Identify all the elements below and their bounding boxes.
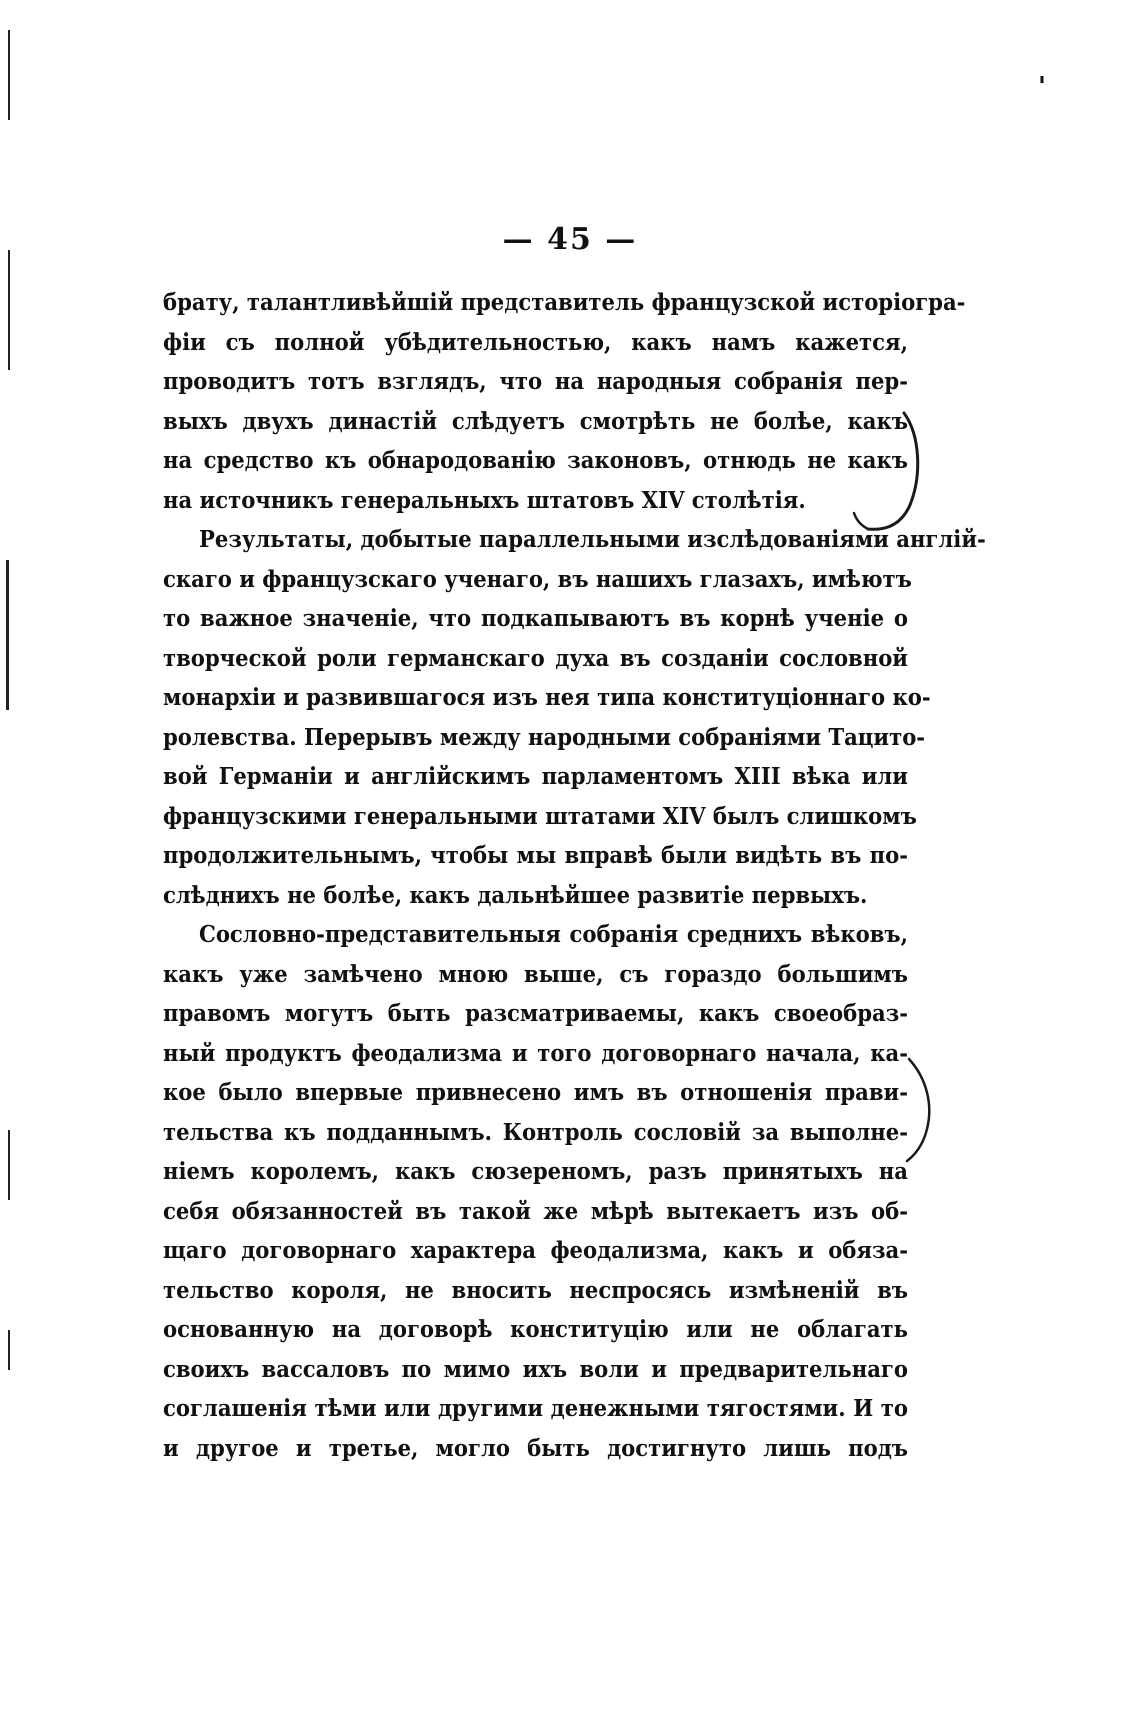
text-line: тельства къ подданнымъ. Контроль сословій за выполне- [163, 1117, 908, 1146]
text-line: скаго и французскаго ученаго, въ нашихъ глазахъ, имѣютъ [163, 564, 912, 593]
text-line: творческой роли германскаго духа въ созданіи сословной [163, 643, 908, 672]
text-line: ролевства. Перерывъ между народными собраніями Тацито- [163, 722, 926, 751]
scan-edge-mark [8, 1330, 10, 1370]
text-line: вой Германіи и англійскимъ парламентомъ XIII вѣка или [163, 762, 908, 790]
text-line: на источникъ генеральныхъ штатовъ XIV столѣтія. [163, 485, 806, 514]
text-line: основанную на договорѣ конституцію или не облагать [163, 1315, 908, 1343]
text-line: то важное значеніе, что подкапываютъ въ корнѣ ученіе о [163, 604, 908, 632]
paragraph [163, 915, 908, 1468]
text-line: кое было впервые привнесено имъ въ отношенія прави- [163, 1078, 908, 1106]
page-number: — 45 — [502, 222, 638, 257]
text-line: французскими генеральными штатами XIV былъ слишкомъ [163, 801, 917, 830]
text-line: своихъ вассаловъ по мимо ихъ воли и предварительнаго [163, 1354, 908, 1383]
text-line: брату, талантливѣйшій представитель французской исторіогра- [163, 288, 966, 316]
text-line: и другое и третье, могло быть достигнуто лишь подъ [163, 1433, 908, 1462]
paragraph [163, 520, 986, 915]
handwritten-bracket-mark [850, 405, 930, 535]
body-text [163, 283, 986, 1468]
text-line: себя обязанностей въ такой же мѣрѣ вытекаетъ изъ об- [163, 1196, 908, 1225]
text-line: продолжительнымъ, чтобы мы вправѣ были видѣть въ по- [163, 841, 908, 869]
text-line: выхъ двухъ династій слѣдуетъ смотрѣть не болѣе, какъ [163, 406, 908, 435]
scan-edge-mark [8, 1130, 10, 1200]
text-line: слѣднихъ не болѣе, какъ дальнѣйшее развитіе первыхъ. [163, 880, 868, 909]
text-line: ніемъ королемъ, какъ сюзереномъ, разъ принятыхъ на [163, 1157, 908, 1185]
handwritten-bracket-mark [905, 1055, 945, 1165]
text-line: какъ уже замѣчено мною выше, съ гораздо большимъ [163, 959, 908, 988]
text-line: фіи съ полной убѣдительностью, какъ намъ кажется, [163, 327, 908, 356]
text-line: проводитъ тотъ взглядъ, что на народныя собранія пер- [163, 367, 908, 395]
text-line: Результаты, добытые параллельными изслѣдованіями англій- [199, 525, 986, 553]
scan-edge-mark [6, 560, 9, 710]
text-line: тельство короля, не вносить неспросясь измѣненій въ [163, 1275, 908, 1304]
scan-edge-mark [8, 250, 10, 370]
text-line: правомъ могутъ быть разсматриваемы, какъ своеобраз- [163, 999, 908, 1027]
text-line: на средство къ обнародованію законовъ, отнюдь не какъ [163, 446, 908, 474]
stray-mark: ' [1038, 72, 1046, 102]
text-line: щаго договорнаго характера феодализма, какъ и обяза- [163, 1236, 908, 1264]
text-line: Сословно-представительныя собранія среднихъ вѣковъ, [199, 920, 908, 948]
scan-edge-mark [8, 30, 10, 120]
text-line: соглашенія тѣми или другими денежными тягостями. И то [163, 1394, 908, 1422]
text-line: ный продуктъ феодализма и того договорнаго начала, ка- [163, 1038, 908, 1067]
text-line: монархіи и развившагося изъ нея типа конституціоннаго ко- [163, 683, 931, 711]
paragraph [163, 283, 966, 520]
